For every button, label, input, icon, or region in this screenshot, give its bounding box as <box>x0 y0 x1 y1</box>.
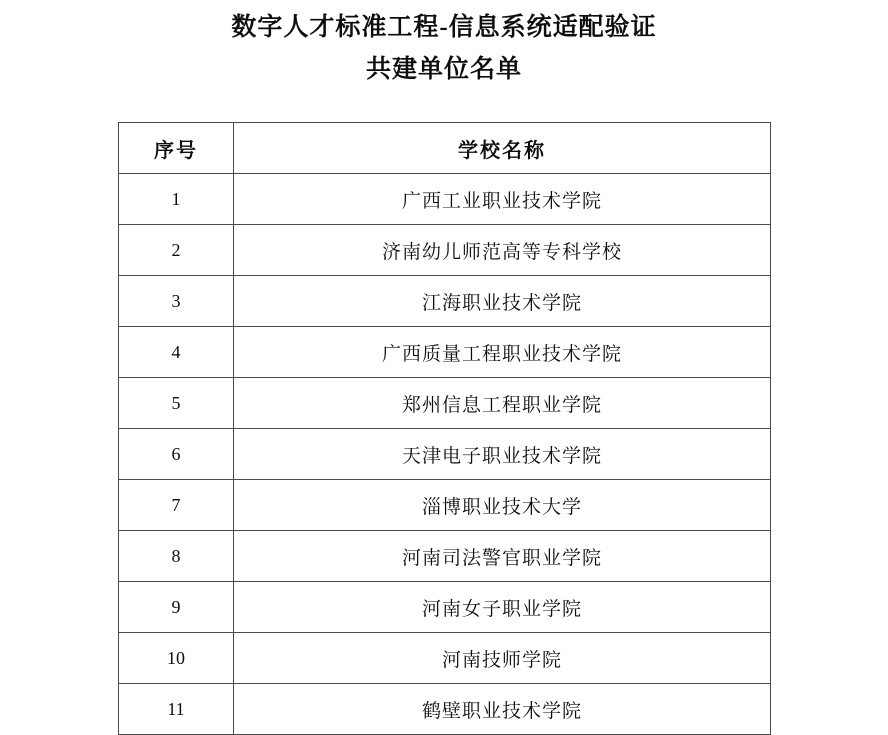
table-row <box>119 174 771 225</box>
cell-index: 4 <box>119 327 234 378</box>
table-row <box>119 684 771 735</box>
cell-index: 6 <box>119 429 234 480</box>
cell-school-name: 天津电子职业技术学院 <box>234 429 771 480</box>
cell-index: 10 <box>119 633 234 684</box>
cell-school-name: 鹤壁职业技术学院 <box>234 684 771 735</box>
cell-school-name: 河南技师学院 <box>234 633 771 684</box>
column-header-school: 学校名称 <box>234 123 771 174</box>
column-header-index: 序号 <box>119 123 234 174</box>
cell-index: 1 <box>119 174 234 225</box>
cell-school-name: 河南司法警官职业学院 <box>234 531 771 582</box>
cell-school-name: 江海职业技术学院 <box>234 276 771 327</box>
cell-index: 7 <box>119 480 234 531</box>
cell-school-name: 济南幼儿师范高等专科学校 <box>234 225 771 276</box>
page-title-line-1: 数字人才标准工程-信息系统适配验证 <box>231 14 657 41</box>
table-row <box>119 327 771 378</box>
page-title-line-2: 共建单位名单 <box>365 56 522 84</box>
cell-index: 2 <box>119 225 234 276</box>
cell-school-name: 广西质量工程职业技术学院 <box>234 327 771 378</box>
page-title <box>0 0 888 89</box>
cell-index: 9 <box>119 582 234 633</box>
table-row <box>119 531 771 582</box>
table-row <box>119 633 771 684</box>
table-row <box>119 276 771 327</box>
table-row <box>119 480 771 531</box>
cell-school-name: 郑州信息工程职业学院 <box>234 378 771 429</box>
table-header <box>119 123 771 174</box>
table-row <box>119 378 771 429</box>
table-row <box>119 225 771 276</box>
cell-index: 3 <box>119 276 234 327</box>
listing-table-container <box>118 122 770 735</box>
cell-school-name: 淄博职业技术大学 <box>234 480 771 531</box>
table-row <box>119 582 771 633</box>
cell-index: 8 <box>119 531 234 582</box>
cell-index: 11 <box>119 684 234 735</box>
table-header-row <box>119 123 771 174</box>
cell-index: 5 <box>119 378 234 429</box>
table-body <box>119 174 771 735</box>
cell-school-name: 河南女子职业学院 <box>234 582 771 633</box>
table-row <box>119 429 771 480</box>
co-construction-units-table <box>118 122 771 735</box>
cell-school-name: 广西工业职业技术学院 <box>234 174 771 225</box>
